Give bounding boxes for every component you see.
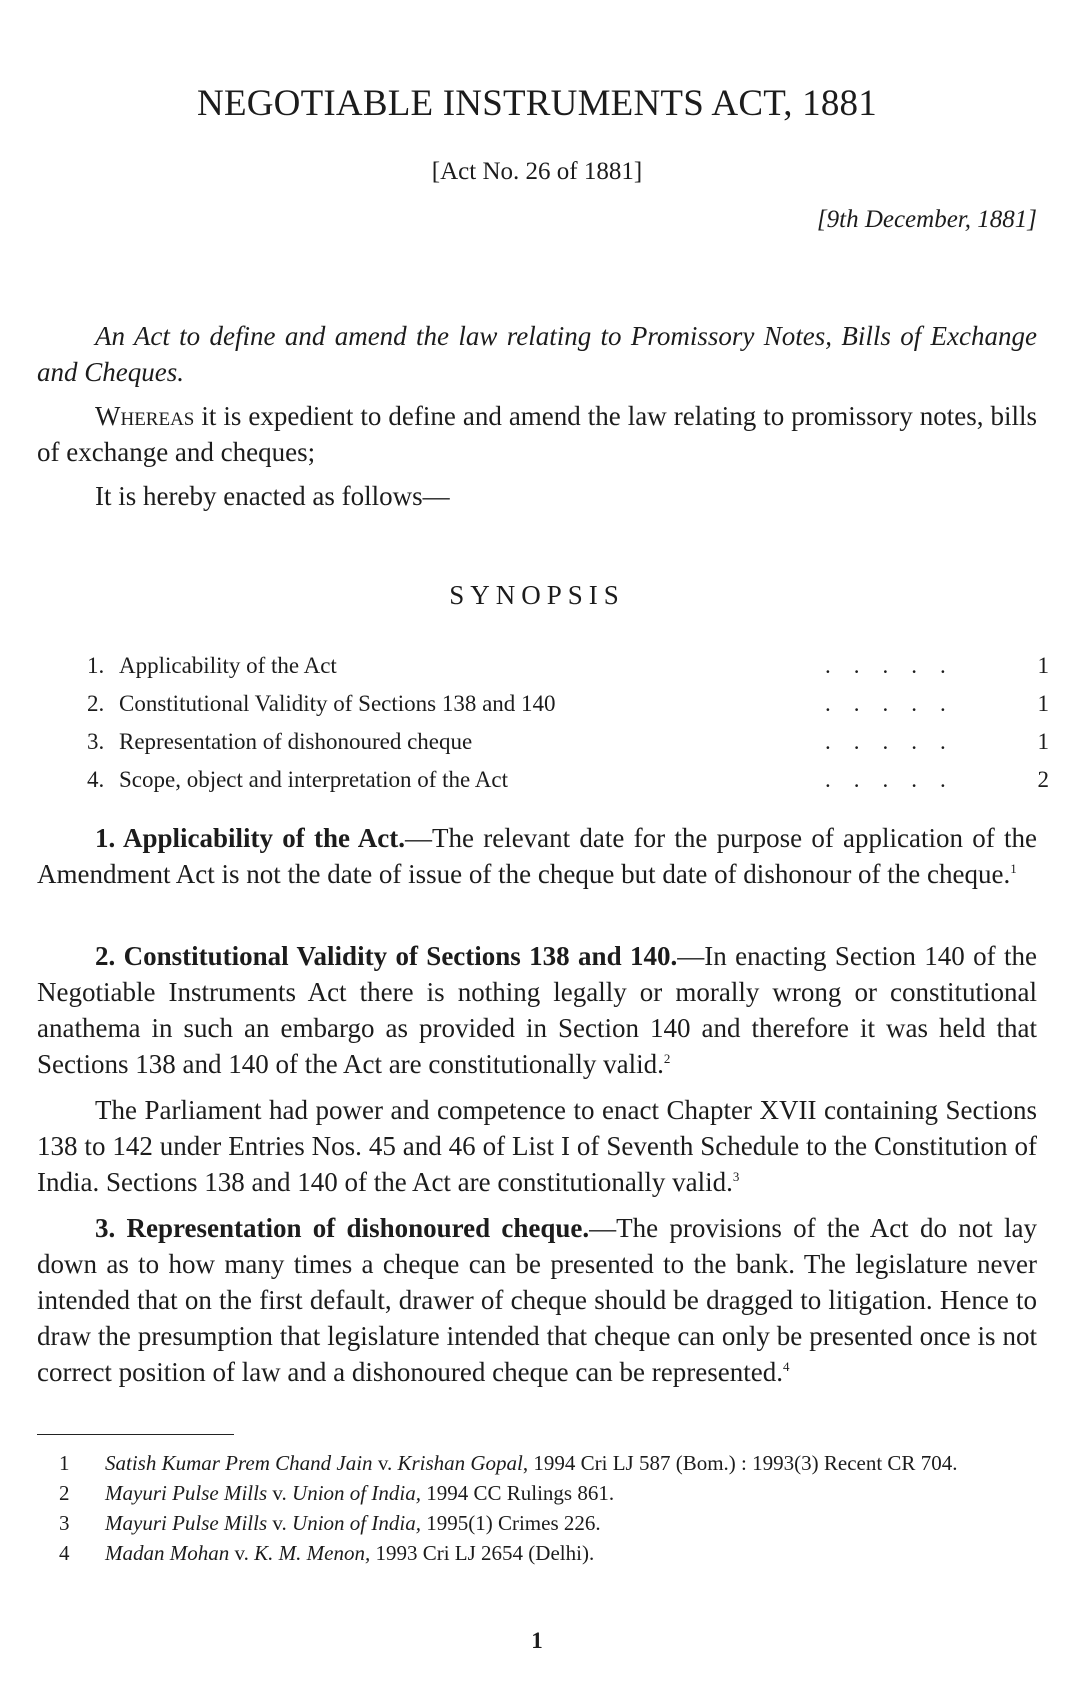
long-title: An Act to define and amend the law relating to Promissory Notes, Bills of Exchange and Cheques. xyxy=(37,321,1037,387)
footnote-party-a: Madan Mohan xyxy=(105,1541,230,1565)
footnote-ref: 3 xyxy=(732,1169,740,1184)
whereas-paragraph xyxy=(37,398,1037,470)
footnote-party-b: Krishan Gopal xyxy=(397,1451,523,1475)
synopsis-item-number: 4. xyxy=(87,767,105,792)
footnote-versus: v. xyxy=(267,1481,293,1505)
footnote-ref: 1 xyxy=(1010,861,1017,876)
footnote-item xyxy=(37,1478,1037,1508)
section-3-heading: 3. Representation of dishonoured cheque. xyxy=(95,1213,590,1243)
synopsis-item-number: 1. xyxy=(87,653,105,678)
footnote-versus: v. xyxy=(372,1451,398,1475)
footnotes xyxy=(37,1448,1037,1568)
synopsis-item-page: 1 xyxy=(1037,653,1049,678)
synopsis-item xyxy=(87,767,1049,805)
synopsis-item-leader: ..... xyxy=(825,691,969,716)
section-3-text: —The provisions of the Act do not lay down as to how many times a cheque can be presented to the bank. The legislature never intended that on the first default, drawer of cheque should be dragged to litigation. Hence to draw the presumption that legislature intended that cheque can only be presented once is not correct position of law and a dishonoured cheque can be represented. xyxy=(37,1213,1037,1387)
synopsis-item-leader: ..... xyxy=(825,729,969,754)
synopsis-item xyxy=(87,691,1049,729)
footnote-item xyxy=(37,1538,1037,1568)
synopsis-heading: SYNOPSIS xyxy=(449,580,625,610)
footnote-party-b: K. M. Menon, xyxy=(254,1541,371,1565)
footnote-item xyxy=(37,1448,1037,1478)
section-2 xyxy=(37,938,1037,1082)
footnote-party-a: Satish Kumar Prem Chand Jain xyxy=(105,1451,373,1475)
footnote-citation: , 1994 Cri LJ 587 (Bom.) : 1993(3) Recent CR 704. xyxy=(522,1451,958,1475)
footnote-ref: 2 xyxy=(663,1051,671,1066)
footnote-versus: v. xyxy=(229,1541,255,1565)
footnote-number: 4 xyxy=(59,1541,70,1565)
synopsis-item-label: Applicability of the Act xyxy=(119,653,337,678)
synopsis-list xyxy=(87,653,1049,805)
act-date: [9th December, 1881] xyxy=(816,206,1037,233)
footnote-citation: 1993 Cri LJ 2654 (Delhi). xyxy=(370,1541,595,1565)
section-3 xyxy=(37,1210,1037,1390)
synopsis-item-label: Scope, object and interpretation of the Act xyxy=(119,767,508,792)
footnote-item xyxy=(37,1508,1037,1538)
footnote-divider xyxy=(37,1434,234,1435)
synopsis-item-page: 2 xyxy=(1037,767,1049,792)
footnote-party-a: Mayuri Pulse Mills xyxy=(105,1511,268,1535)
act-number: [Act No. 26 of 1881] xyxy=(431,158,643,185)
footnote-citation: 1995(1) Crimes 226. xyxy=(420,1511,601,1535)
footnote-citation: 1994 CC Rulings 861. xyxy=(420,1481,615,1505)
footnote-party-b: Union of India, xyxy=(292,1511,421,1535)
section-2-text: —In enacting Section 140 of the Negotiable Instruments Act there is nothing legally or morally wrong or constitutional anathema in such an embargo as provided in Section 140 and therefore it was held that Sections 138 and 140 of the Act are constitutionally valid. xyxy=(37,941,1037,1079)
synopsis-item-label: Constitutional Validity of Sections 138 and 140 xyxy=(119,691,556,716)
footnote-ref: 4 xyxy=(782,1359,790,1374)
synopsis-item-page: 1 xyxy=(1037,729,1049,754)
section-1-text: —The relevant date for the purpose of application of the Amendment Act is not the date of issue of the cheque but date of dishonour of the cheque. xyxy=(37,823,1037,889)
synopsis-item-number: 2. xyxy=(87,691,105,716)
section-2-heading: 2. Constitutional Validity of Sections 138 and 140. xyxy=(95,941,678,971)
section-2-paragraph-2 xyxy=(37,1092,1037,1200)
footnote-party-a: Mayuri Pulse Mills xyxy=(105,1481,268,1505)
section-1-heading: 1. Applicability of the Act. xyxy=(95,823,405,853)
whereas-text: it is expedient to define and amend the law relating to promissory notes, bills of exchange and cheques; xyxy=(37,401,1037,467)
footnote-versus: v. xyxy=(267,1511,293,1535)
synopsis-item-number: 3. xyxy=(87,729,105,754)
section-2b-text: The Parliament had power and competence to enact Chapter XVII containing Sections 138 to 142 under Entries Nos. 45 and 46 of List I of Seventh Schedule to the Constitution of India. Sections 138 and 140 of the Act are constitutionally valid. xyxy=(37,1095,1037,1197)
act-title: NEGOTIABLE INSTRUMENTS ACT, 1881 xyxy=(197,83,877,124)
page-number: 1 xyxy=(531,1628,543,1653)
document-page xyxy=(37,0,1049,1685)
footnote-number: 1 xyxy=(59,1451,70,1475)
synopsis-item-page: 1 xyxy=(1037,691,1049,716)
footnote-number: 3 xyxy=(59,1511,70,1535)
synopsis-item xyxy=(87,729,1049,767)
section-1 xyxy=(37,820,1037,892)
footnote-number: 2 xyxy=(59,1481,70,1505)
synopsis-item-leader: ..... xyxy=(825,653,969,678)
enacting-clause: It is hereby enacted as follows— xyxy=(95,481,450,511)
footnote-party-b: Union of India, xyxy=(292,1481,421,1505)
synopsis-item-leader: ..... xyxy=(825,767,969,792)
whereas-word: Whereas xyxy=(95,401,195,431)
synopsis-item xyxy=(87,653,1049,691)
synopsis-item-label: Representation of dishonoured cheque xyxy=(119,729,473,754)
